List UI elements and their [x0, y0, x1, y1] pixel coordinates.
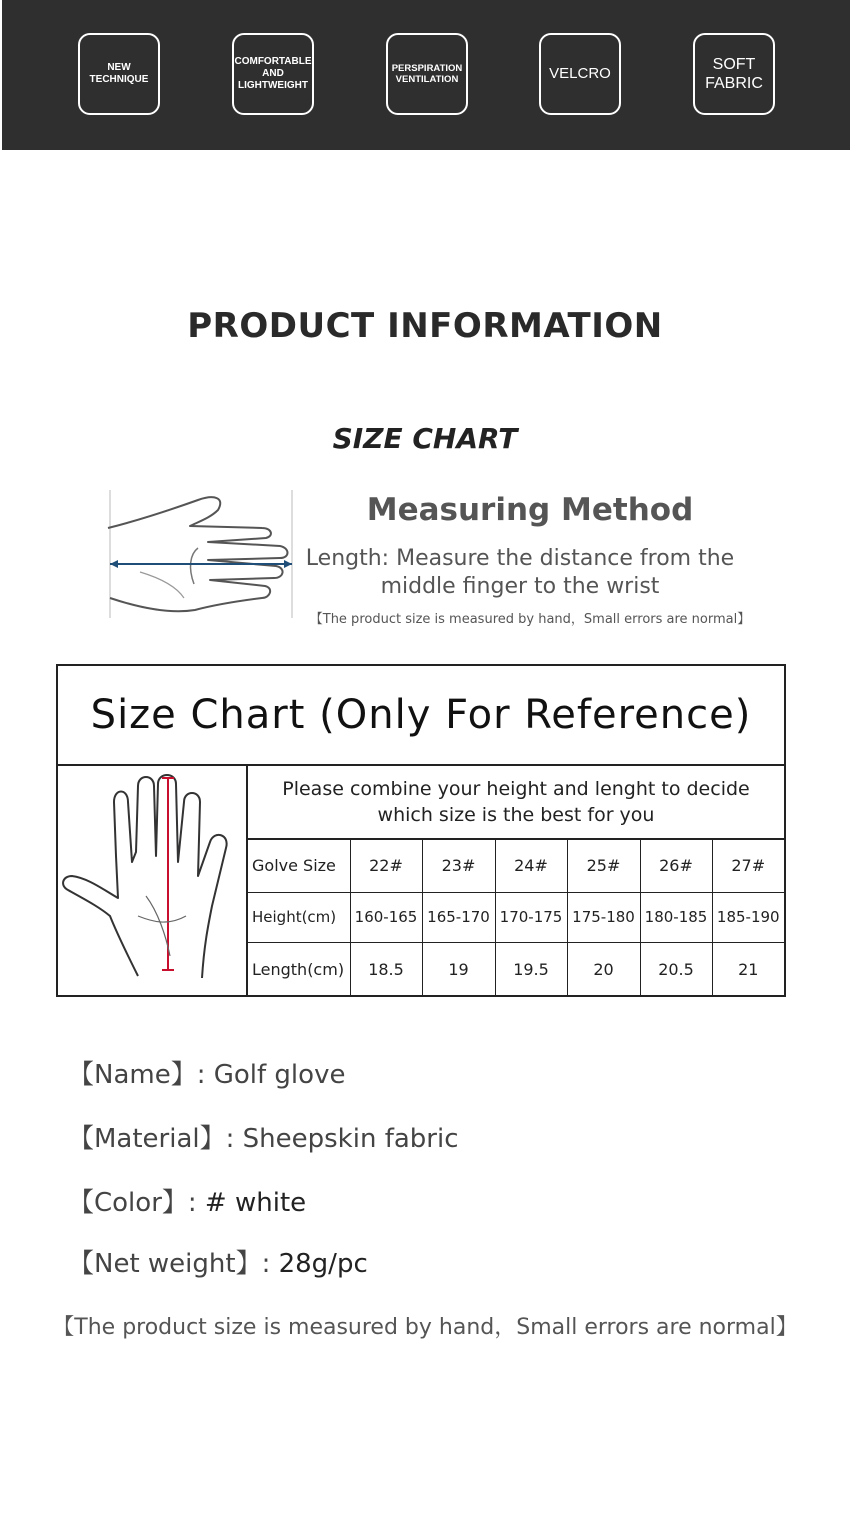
spec-name	[68, 1054, 345, 1091]
spec-value: Sheepskin fabric	[242, 1124, 459, 1154]
table-cell: 180-185	[640, 892, 712, 943]
table-cell: 24#	[495, 840, 567, 892]
table-cell: 18.5	[350, 943, 422, 995]
hand-measure-illustration	[80, 488, 300, 620]
spec-color	[68, 1182, 306, 1219]
spec-key: 【Name】:	[68, 1060, 206, 1090]
spec-net-weight	[68, 1243, 368, 1280]
table-cell: 165-170	[422, 892, 495, 943]
size-chart-heading: SIZE CHART	[332, 422, 518, 455]
combine-line2: which size is the best for you	[377, 804, 655, 826]
feature-badge-soft-fabric: SOFT FABRIC	[693, 33, 775, 115]
table-cell: 20	[567, 943, 640, 995]
palm-hand-icon	[58, 766, 246, 995]
palm-illustration-cell	[58, 766, 248, 995]
table-row-height	[248, 892, 784, 943]
table-cell: 185-190	[712, 892, 784, 943]
feature-badge-new-technique: NEW TECHNIQUE	[78, 33, 160, 115]
table-cell: 175-180	[567, 892, 640, 943]
feature-badge-perspiration-ventilation: PERSPIRATION VENTILATION	[386, 33, 468, 115]
spec-value: # white	[204, 1188, 307, 1218]
spec-value: Golf glove	[213, 1060, 346, 1090]
table-cell: 19.5	[495, 943, 567, 995]
table-cell: 160-165	[350, 892, 422, 943]
table-cell: 27#	[712, 840, 784, 892]
section-title: PRODUCT INFORMATION	[187, 306, 663, 346]
feature-badge-comfortable-lightweight: COMFORTABLE AND LIGHTWEIGHT	[232, 33, 314, 115]
table-row-glove-size	[248, 840, 784, 892]
spec-material	[68, 1118, 459, 1155]
row-label: Golve Size	[248, 840, 350, 892]
row-label: Length(cm)	[248, 943, 350, 995]
table-cell: 22#	[350, 840, 422, 892]
spec-key: 【Net weight】:	[68, 1249, 271, 1279]
table-cell: 19	[422, 943, 495, 995]
table-cell: 26#	[640, 840, 712, 892]
table-cell: 21	[712, 943, 784, 995]
features-band	[2, 0, 850, 150]
spec-key: 【Color】:	[68, 1188, 197, 1218]
size-chart-table-box	[56, 664, 786, 997]
combine-line1: Please combine your height and lenght to decide	[282, 778, 750, 800]
table-cell: 20.5	[640, 943, 712, 995]
measuring-method-heading: Measuring Method	[366, 492, 694, 528]
table-cell: 23#	[422, 840, 495, 892]
size-chart-table-title: Size Chart (Only For Reference)	[58, 666, 784, 766]
table-row-length	[248, 943, 784, 995]
table-cell: 25#	[567, 840, 640, 892]
size-combine-instruction	[248, 766, 784, 840]
spec-key: 【Material】:	[68, 1124, 235, 1154]
feature-badge-velcro: VELCRO	[539, 33, 621, 115]
footer-note: 【The product size is measured by hand，Small errors are normal】	[52, 1315, 798, 1340]
measuring-description-line1: Length: Measure the distance from the	[305, 546, 735, 571]
size-table	[248, 840, 784, 995]
measuring-description-line2: middle finger to the wrist	[380, 574, 660, 599]
measuring-method-description	[300, 545, 740, 601]
table-cell: 170-175	[495, 892, 567, 943]
spec-value: 28g/pc	[278, 1249, 368, 1279]
measuring-note: 【The product size is measured by hand，Small errors are normal】	[309, 612, 751, 627]
row-label: Height(cm)	[248, 892, 350, 943]
